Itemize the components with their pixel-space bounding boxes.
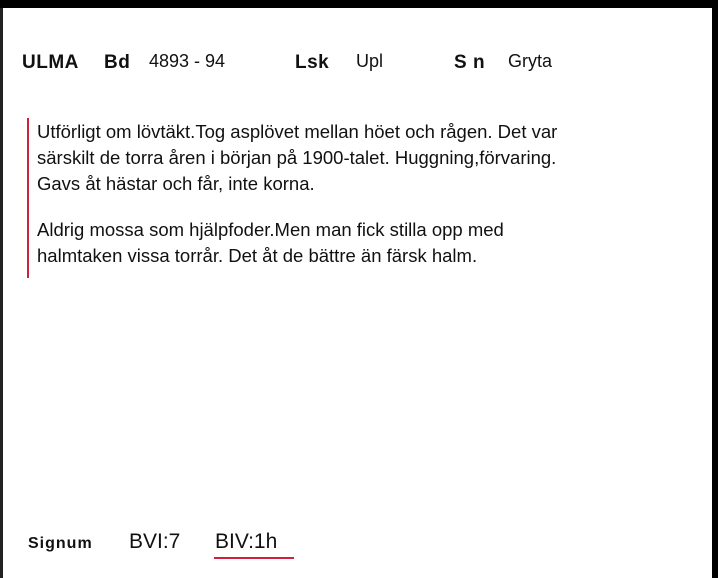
card-header: [22, 51, 698, 81]
signum-value-2: BIV:1h: [215, 530, 278, 553]
bd-label: Bd: [104, 52, 131, 73]
card-body-text: [37, 119, 697, 289]
scan-left-border: [0, 8, 3, 578]
text-line: Gavs åt hästar och får, inte korna.: [37, 173, 315, 194]
lsk-value: Upl: [356, 51, 384, 71]
text-line: Aldrig mossa som hjälpfoder.Men man fick stilla opp med: [37, 219, 504, 240]
sn-label: S n: [454, 52, 486, 73]
signum-value-1: BVI:7: [129, 530, 181, 553]
red-margin-line: [27, 118, 29, 278]
archive-card: [0, 8, 712, 578]
lsk-label: Lsk: [295, 52, 330, 73]
text-line: särskilt de torra åren i början på 1900-talet. Huggning,förvaring.: [37, 147, 557, 168]
text-line: halmtaken vissa torrår. Det åt de bättre än färsk halm.: [37, 245, 478, 266]
scan-right-border: [712, 0, 718, 578]
paragraph-1: [37, 119, 697, 197]
signum-label: Signum: [28, 535, 93, 552]
ulma-label: ULMA: [22, 52, 79, 73]
text-line: Utförligt om lövtäkt.Tog asplövet mellan höet och rågen. Det var: [37, 121, 558, 142]
signum-underline: [214, 557, 294, 559]
scan-top-border: [0, 0, 718, 8]
sn-value: Gryta: [508, 51, 553, 71]
paragraph-2: [37, 217, 697, 269]
bd-value: 4893 - 94: [149, 51, 226, 71]
